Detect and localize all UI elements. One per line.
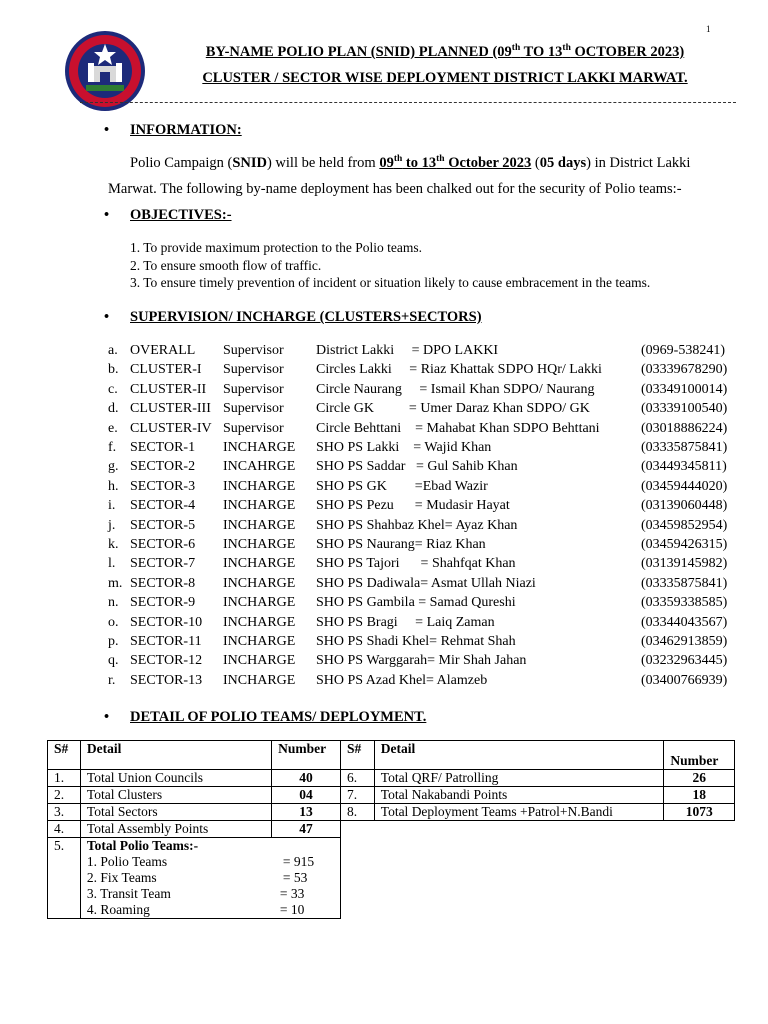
supervision-heading: • SUPERVISION/ INCHARGE (CLUSTERS+SECTORS) (104, 309, 482, 325)
unit-name: SECTOR-9 (130, 595, 196, 611)
supervision-row (108, 440, 748, 459)
unit-role: Supervisor (223, 362, 284, 378)
polio-teams-title: Total Polio Teams:- (86, 838, 199, 853)
unit-name: SECTOR-7 (130, 556, 196, 572)
unit-role: INCHARGE (223, 634, 296, 649)
table-row (341, 804, 735, 821)
unit-name: SECTOR-12 (130, 653, 203, 669)
supervision-row (108, 498, 748, 517)
sn-cell: 1. (48, 770, 81, 787)
sn-cell: 2. (48, 787, 81, 804)
supervision-row (108, 653, 748, 672)
row-letter: k. (108, 537, 119, 552)
officer-detail: SHO PS Warggarah= Mir Shah Jahan (316, 653, 527, 669)
phone-number: (03459852954) (641, 517, 728, 533)
unit-role: INCHARGE (223, 478, 296, 494)
phone-number: (03139145982) (641, 556, 728, 572)
phone-number: (03232963445) (641, 653, 728, 669)
deployment-heading: • DETAIL OF POLIO TEAMS/ DEPLOYMENT. (104, 709, 427, 725)
phone-number: (03339100540) (641, 401, 728, 417)
detail-header: Detail (374, 741, 664, 770)
supervision-row (108, 459, 748, 478)
objective-item: 1. To provide maximum protection to the Polio teams. (130, 240, 423, 255)
unit-role: INCHARGE (223, 498, 296, 514)
supervision-row (108, 518, 748, 537)
bullet-icon: • (104, 309, 110, 325)
officer-detail: Circle Naurang = Ismail Khan SDPO/ Naurang (316, 381, 595, 397)
sn-cell: 4. (48, 821, 81, 838)
row-letter: g. (108, 459, 119, 475)
unit-name: SECTOR-4 (130, 498, 196, 514)
sn-cell: 7. (341, 787, 375, 804)
officer-detail: Circle GK = Umer Daraz Khan SDPO/ GK (316, 401, 590, 417)
detail-cell: Total Nakabandi Points (374, 787, 664, 804)
detail-cell: Total Clusters (80, 787, 271, 804)
officer-detail: SHO PS Lakki = Wajid Khan (316, 440, 492, 455)
bullet-icon: • (104, 207, 110, 223)
row-letter: f. (108, 440, 117, 455)
phone-number: (03462913859) (641, 634, 728, 649)
officer-detail: SHO PS Gambila = Samad Qureshi (316, 595, 516, 611)
table-header-row (341, 741, 735, 770)
unit-role: INCHARGE (223, 556, 296, 572)
row-letter: c. (108, 381, 118, 397)
deployment-table-left (47, 740, 341, 919)
officer-detail: SHO PS Shadi Khel= Rehmat Shah (316, 634, 516, 649)
unit-role: Supervisor (223, 343, 284, 358)
page-number: 1 (706, 24, 711, 34)
information-heading: • INFORMATION: (104, 122, 242, 138)
information-paragraph-line1: Polio Campaign (SNID) will be held from 09th to 13th October 2023 (05 days) in District Lakki (130, 154, 691, 171)
unit-role: INCHARGE (223, 575, 296, 591)
phone-number: (03139060448) (641, 498, 728, 514)
phone-number: (03335875841) (641, 575, 728, 591)
supervision-row (108, 401, 748, 420)
number-cell: 18 (664, 787, 735, 804)
phone-number: (03449345811) (641, 459, 727, 475)
number-cell: 40 (272, 770, 341, 787)
supervision-row (108, 595, 748, 614)
number-cell: 04 (272, 787, 341, 804)
officer-detail: SHO PS GK =Ebad Wazir (316, 478, 488, 494)
police-logo-icon (64, 30, 146, 112)
unit-role: INCHARGE (223, 653, 296, 669)
supervision-row (108, 556, 748, 575)
unit-role: Supervisor (223, 381, 284, 397)
officer-detail: Circle Behttani = Mahabat Khan SDPO Behttani (316, 420, 600, 436)
unit-name: CLUSTER-IV (130, 420, 212, 436)
polio-team-item: 2. Fix Teams = 53 (86, 870, 308, 885)
number-cell: 47 (272, 821, 341, 838)
row-letter: e. (108, 420, 118, 436)
polio-teams-cell (80, 838, 340, 919)
supervision-row (108, 362, 748, 381)
polio-team-item: 4. Roaming = 10 (86, 902, 305, 917)
row-letter: h. (108, 478, 119, 494)
unit-role: INCHARGE (223, 440, 296, 455)
officer-detail: SHO PS Saddar = Gul Sahib Khan (316, 459, 518, 475)
supervision-row (108, 421, 748, 440)
table-row (48, 838, 341, 919)
unit-role: Supervisor (223, 420, 284, 436)
officer-detail: SHO PS Dadiwala= Asmat Ullah Niazi (316, 575, 536, 591)
table-row (48, 787, 341, 804)
row-letter: d. (108, 401, 119, 417)
row-letter: q. (108, 653, 119, 669)
unit-name: SECTOR-8 (130, 575, 196, 591)
detail-cell: Total Assembly Points (80, 821, 271, 838)
sn-header: S# (341, 741, 375, 770)
number-cell: 1073 (664, 804, 735, 821)
table-row (341, 787, 735, 804)
number-header: Number (272, 741, 341, 770)
deployment-table-right (340, 740, 735, 821)
polio-team-item: 3. Transit Team = 33 (86, 886, 305, 901)
officer-detail: SHO PS Azad Khel= Alamzeb (316, 672, 488, 688)
sn-cell: 8. (341, 804, 375, 821)
document-title-line1: BY-NAME POLIO PLAN (SNID) PLANNED (09th TO 13th OCTOBER 2023) (205, 43, 685, 60)
detail-cell: Total Union Councils (80, 770, 271, 787)
supervision-row (108, 634, 748, 653)
phone-number: (03349100014) (641, 381, 728, 397)
supervision-row (108, 343, 748, 362)
row-letter: b. (108, 362, 119, 378)
detail-header: Detail (80, 741, 271, 770)
unit-role: INCAHRGE (223, 459, 296, 475)
sn-cell: 6. (341, 770, 375, 787)
supervision-row (108, 479, 748, 498)
unit-role: INCHARGE (223, 517, 296, 533)
row-letter: n. (108, 595, 119, 611)
officer-detail: SHO PS Naurang= Riaz Khan (316, 537, 486, 552)
number-cell: 13 (272, 804, 341, 821)
header-divider (80, 102, 736, 103)
unit-role: INCHARGE (223, 614, 296, 630)
unit-name: SECTOR-2 (130, 459, 196, 475)
unit-name: SECTOR-13 (130, 672, 203, 688)
sn-cell: 5. (48, 838, 81, 919)
officer-detail: SHO PS Pezu = Mudasir Hayat (316, 498, 510, 514)
row-letter: l. (108, 556, 116, 572)
unit-role: Supervisor (223, 401, 284, 417)
officer-detail: District Lakki = DPO LAKKI (316, 343, 499, 358)
sn-header: S# (48, 741, 81, 770)
table-row (48, 821, 341, 838)
detail-cell: Total QRF/ Patrolling (374, 770, 664, 787)
sn-cell: 3. (48, 804, 81, 821)
officer-detail: SHO PS Tajori = Shahfqat Khan (316, 556, 516, 572)
unit-name: OVERALL (130, 343, 196, 358)
number-cell: 26 (664, 770, 735, 787)
unit-role: INCHARGE (223, 672, 296, 688)
officer-detail: Circles Lakki = Riaz Khattak SDPO HQr/ Lakki (316, 362, 602, 378)
supervision-row (108, 576, 748, 595)
unit-name: SECTOR-3 (130, 478, 196, 494)
row-letter: r. (108, 672, 116, 688)
table-row (48, 770, 341, 787)
phone-number: (03400766939) (641, 672, 728, 688)
unit-name: SECTOR-5 (130, 517, 196, 533)
objective-item: 3. To ensure timely prevention of incident or situation likely to cause embracement in the teams. (130, 275, 651, 290)
unit-role: INCHARGE (223, 595, 296, 611)
unit-name: SECTOR-10 (130, 614, 203, 630)
unit-name: CLUSTER-II (130, 381, 207, 397)
unit-name: CLUSTER-III (130, 401, 211, 417)
phone-number: (03344043567) (641, 614, 728, 630)
unit-name: CLUSTER-I (130, 362, 202, 378)
supervision-row (108, 382, 748, 401)
row-letter: m. (108, 575, 123, 591)
unit-name: SECTOR-6 (130, 537, 196, 552)
row-letter: p. (108, 634, 119, 649)
row-letter: o. (108, 614, 119, 630)
phone-number: (0969-538241) (641, 343, 725, 358)
phone-number: (03359338585) (641, 595, 728, 611)
supervision-row (108, 673, 748, 692)
officer-detail: SHO PS Shahbaz Khel= Ayaz Khan (316, 517, 518, 533)
bullet-icon: • (104, 122, 110, 138)
document-title-line2: CLUSTER / SECTOR WISE DEPLOYMENT DISTRICT LAKKI MARWAT. (202, 70, 688, 86)
table-row (48, 804, 341, 821)
row-letter: a. (108, 343, 118, 358)
row-letter: i. (108, 498, 116, 514)
detail-cell: Total Sectors (80, 804, 271, 821)
unit-name: SECTOR-11 (130, 634, 202, 649)
supervision-row (108, 615, 748, 634)
phone-number: (03459444020) (641, 478, 728, 494)
phone-number: (03339678290) (641, 362, 728, 378)
unit-name: SECTOR-1 (130, 440, 196, 455)
unit-role: INCHARGE (223, 537, 296, 552)
objective-item: 2. To ensure smooth flow of traffic. (130, 258, 322, 273)
phone-number: (03335875841) (641, 440, 728, 455)
phone-number: (03459426315) (641, 537, 728, 552)
number-header: Number (664, 741, 735, 770)
table-row (341, 770, 735, 787)
phone-number: (03018886224) (641, 420, 728, 436)
officer-detail: SHO PS Bragi = Laiq Zaman (316, 614, 495, 630)
polio-team-item: 1. Polio Teams = 915 (86, 854, 315, 869)
table-header-row (48, 741, 341, 770)
information-paragraph-line2: Marwat. The following by-name deployment has been chalked out for the security of Polio teams:- (108, 181, 682, 197)
row-letter: j. (108, 517, 116, 533)
objectives-heading: • OBJECTIVES:- (104, 207, 232, 223)
bullet-icon: • (104, 709, 110, 725)
detail-cell: Total Deployment Teams +Patrol+N.Bandi (374, 804, 664, 821)
supervision-row (108, 537, 748, 556)
